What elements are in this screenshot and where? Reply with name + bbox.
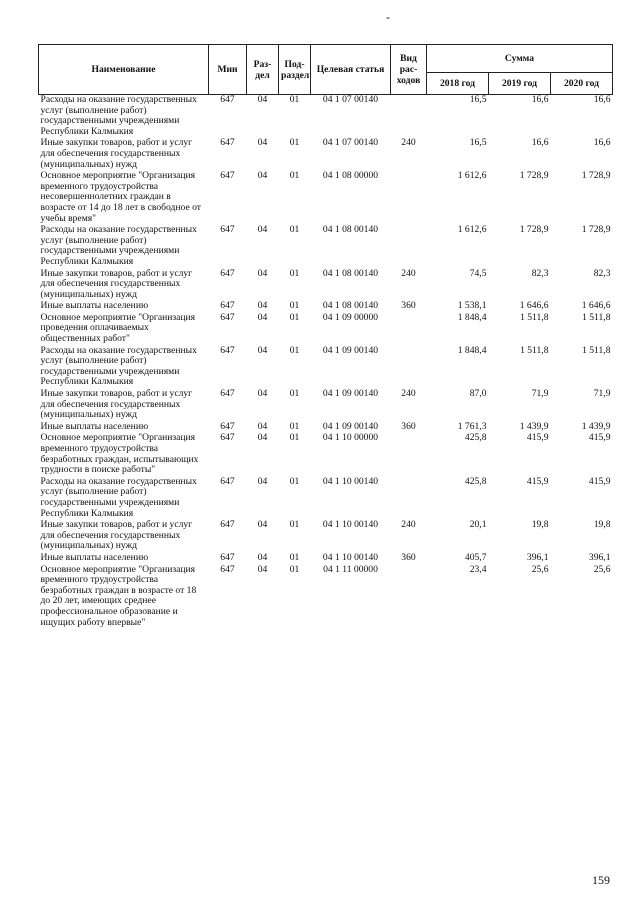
- row-target: 04 1 10 00140: [322, 551, 379, 563]
- row-podrazdel: 01: [289, 519, 300, 531]
- row-podrazdel: 01: [289, 563, 300, 575]
- header-min: Мин: [209, 45, 247, 95]
- row-razdel: 04: [257, 475, 268, 487]
- row-min: 647: [220, 137, 235, 149]
- row-sum-2019: 415,9: [526, 432, 549, 444]
- row-vid: [391, 346, 427, 389]
- row-podrazdel: 01: [289, 94, 300, 105]
- row-razdel: 04: [257, 519, 268, 531]
- row-name: Основное мероприятие "Организация временного трудоустройства безработных граждан в возрасте от 18 до 20 лет, имеющих среднее профессиональное образование и ищущих работу впервые": [40, 563, 197, 628]
- row-vid: 360: [401, 551, 416, 563]
- row-sum-2018: 23,4: [469, 563, 487, 575]
- row-sum-2018: 87,0: [469, 388, 487, 400]
- row-sum-2019: 19,8: [531, 519, 549, 531]
- row-sum-2019: 82,3: [531, 267, 549, 279]
- row-sum-2020: 25,6: [593, 563, 611, 575]
- row-razdel: 04: [257, 388, 268, 400]
- table-row: [39, 95, 613, 139]
- row-sum-2019: 16,6: [531, 94, 549, 105]
- header-name: Наименование: [39, 45, 209, 95]
- row-sum-2020: 396,1: [588, 551, 611, 563]
- row-razdel: 04: [257, 311, 268, 323]
- row-min: 647: [220, 420, 235, 432]
- row-target: 04 1 10 00140: [322, 519, 379, 531]
- row-min: 647: [220, 300, 235, 312]
- header-2018: 2018 год: [427, 73, 489, 95]
- row-target: 04 1 07 00140: [322, 137, 379, 149]
- row-sum-2018: 1 612,6: [457, 170, 487, 182]
- row-min: 647: [220, 432, 235, 444]
- table-row: [39, 520, 613, 553]
- table-row: [39, 565, 613, 630]
- row-target: 04 1 09 00140: [322, 344, 379, 356]
- row-vid: 240: [401, 519, 416, 531]
- row-target: 04 1 09 00140: [322, 388, 379, 400]
- row-min: 647: [220, 475, 235, 487]
- row-sum-2018: 16,5: [469, 94, 487, 105]
- row-sum-2019: 415,9: [526, 475, 549, 487]
- row-target: 04 1 09 00140: [322, 420, 379, 432]
- row-razdel: 04: [257, 170, 268, 182]
- row-vid: [391, 225, 427, 268]
- page-number: 159: [592, 873, 610, 887]
- row-target: 04 1 10 00000: [322, 432, 379, 444]
- table-header: [39, 45, 613, 95]
- row-min: 647: [220, 170, 235, 182]
- row-podrazdel: 01: [289, 267, 300, 279]
- row-target: 04 1 11 00000: [323, 563, 378, 575]
- row-vid: 240: [401, 267, 416, 279]
- row-podrazdel: 01: [289, 300, 300, 312]
- row-podrazdel: 01: [289, 551, 300, 563]
- row-target: 04 1 10 00140: [322, 475, 379, 487]
- row-sum-2020: 1 728,9: [581, 170, 611, 182]
- row-sum-2018: 16,5: [469, 137, 487, 149]
- row-sum-2018: 425,8: [464, 475, 487, 487]
- row-podrazdel: 01: [289, 311, 300, 323]
- row-vid: [391, 433, 427, 476]
- row-sum-2019: 1 646,6: [519, 300, 549, 312]
- row-razdel: 04: [257, 420, 268, 432]
- row-sum-2018: 1 761,3: [457, 420, 487, 432]
- row-min: 647: [220, 94, 235, 105]
- page-dash: -: [386, 10, 390, 24]
- row-vid: [391, 565, 427, 630]
- row-podrazdel: 01: [289, 224, 300, 236]
- table-row: [39, 269, 613, 302]
- row-name: Основное мероприятие "Организация временного трудоустройства несовершеннолетних граждан в возрасте от 14 до 18 лет в свободное от учебы время": [40, 170, 201, 224]
- row-min: 647: [220, 224, 235, 236]
- row-name: Иные выплаты населению: [40, 551, 149, 563]
- row-sum-2019: 396,1: [526, 551, 549, 563]
- row-razdel: 04: [257, 224, 268, 236]
- row-name: Иные выплаты населению: [40, 300, 149, 312]
- row-podrazdel: 01: [289, 420, 300, 432]
- row-target: 04 1 08 00140: [322, 267, 379, 279]
- row-razdel: 04: [257, 551, 268, 563]
- row-vid: 240: [401, 137, 416, 149]
- row-vid: 240: [401, 388, 416, 400]
- row-sum-2018: 425,8: [464, 432, 487, 444]
- row-sum-2019: 1 439,9: [519, 420, 549, 432]
- row-target: 04 1 07 00140: [322, 94, 379, 105]
- row-sum-2020: 1 646,6: [581, 300, 611, 312]
- row-sum-2018: 20,1: [469, 519, 487, 531]
- row-sum-2019: 25,6: [531, 563, 549, 575]
- row-sum-2019: 71,9: [531, 388, 549, 400]
- row-podrazdel: 01: [289, 137, 300, 149]
- row-min: 647: [220, 519, 235, 531]
- row-vid: 360: [401, 420, 416, 432]
- table-body: [39, 95, 613, 630]
- row-vid: [391, 313, 427, 346]
- row-min: 647: [220, 344, 235, 356]
- row-sum-2018: 1 848,4: [457, 344, 487, 356]
- row-name: Иные выплаты населению: [40, 420, 149, 432]
- header-2020: 2020 год: [551, 73, 613, 95]
- row-name: Расходы на оказание государственных услуг (выполнение работ) государственными учреждениями Республики Калмыкия: [40, 475, 197, 519]
- row-name: Иные закупки товаров, работ и услуг для обеспечения государственных (муниципальных) нужд: [40, 267, 193, 300]
- budget-table: [38, 44, 613, 629]
- row-podrazdel: 01: [289, 475, 300, 487]
- row-min: 647: [220, 563, 235, 575]
- row-target: 04 1 09 00000: [322, 311, 379, 323]
- row-name: Расходы на оказание государственных услуг (выполнение работ) государственными учреждениями Республики Калмыкия: [40, 224, 197, 267]
- row-sum-2020: 1 511,8: [582, 344, 611, 356]
- row-name: Иные закупки товаров, работ и услуг для обеспечения государственных (муниципальных) нужд: [40, 519, 193, 552]
- row-sum-2018: 405,7: [464, 551, 487, 563]
- row-sum-2020: 1 439,9: [581, 420, 611, 432]
- header-target: Целевая статья: [311, 45, 391, 95]
- row-razdel: 04: [257, 137, 268, 149]
- row-razdel: 04: [257, 432, 268, 444]
- row-razdel: 04: [257, 94, 268, 105]
- row-vid: 360: [401, 300, 416, 312]
- row-sum-2019: 1 511,8: [520, 311, 549, 323]
- row-podrazdel: 01: [289, 388, 300, 400]
- row-sum-2020: 71,9: [593, 388, 611, 400]
- table-row: [39, 225, 613, 268]
- header-podrazdel: Под-раздел: [279, 45, 311, 95]
- row-vid: [391, 95, 427, 139]
- row-sum-2020: 16,6: [593, 94, 611, 105]
- row-vid: [391, 171, 427, 225]
- row-sum-2020: 415,9: [588, 432, 611, 444]
- row-name: Основное мероприятие "Организация проведения оплачиваемых общественных работ": [40, 311, 196, 345]
- row-target: 04 1 08 00140: [322, 224, 379, 236]
- table-row: [39, 346, 613, 389]
- table-row: [39, 171, 613, 225]
- row-sum-2018: 1 848,4: [457, 311, 487, 323]
- table-row: [39, 433, 613, 476]
- row-name: Основное мероприятие "Организация временного трудоустройства безработных граждан, испытывающих трудности в поиске работы": [40, 432, 199, 476]
- row-sum-2020: 16,6: [593, 137, 611, 149]
- table-row: [39, 138, 613, 171]
- row-sum-2020: 1 728,9: [581, 224, 611, 236]
- row-min: 647: [220, 551, 235, 563]
- row-name: Иные закупки товаров, работ и услуг для обеспечения государственных (муниципальных) нужд: [40, 137, 193, 170]
- row-name: Иные закупки товаров, работ и услуг для обеспечения государственных (муниципальных) нужд: [40, 388, 193, 421]
- row-name: Расходы на оказание государственных услуг (выполнение работ) государственными учреждениями Республики Калмыкия: [40, 94, 197, 137]
- table-row: [39, 477, 613, 520]
- table-row: [39, 553, 613, 565]
- row-min: 647: [220, 267, 235, 279]
- row-sum-2020: 1 511,8: [582, 311, 611, 323]
- row-sum-2018: 74,5: [469, 267, 487, 279]
- header-razdel: Раз-дел: [247, 45, 279, 95]
- row-podrazdel: 01: [289, 432, 300, 444]
- row-min: 647: [220, 388, 235, 400]
- row-name: Расходы на оказание государственных услуг (выполнение работ) государственными учреждениями Республики Калмыкия: [40, 344, 197, 388]
- row-sum-2019: 1 728,9: [519, 224, 549, 236]
- row-razdel: 04: [257, 300, 268, 312]
- row-sum-2020: 19,8: [593, 519, 611, 531]
- header-vid: Вид рас-ходов: [391, 45, 427, 95]
- row-sum-2018: 1 612,6: [457, 224, 487, 236]
- row-razdel: 04: [257, 267, 268, 279]
- row-sum-2018: 1 538,1: [457, 300, 487, 312]
- table-row: [39, 313, 613, 346]
- row-sum-2020: 415,9: [588, 475, 611, 487]
- header-2019: 2019 год: [489, 73, 551, 95]
- row-sum-2019: 16,6: [531, 137, 549, 149]
- row-razdel: 04: [257, 344, 268, 356]
- table-row: [39, 389, 613, 422]
- row-sum-2019: 1 728,9: [519, 170, 549, 182]
- row-podrazdel: 01: [289, 170, 300, 182]
- row-sum-2020: 82,3: [593, 267, 611, 279]
- row-vid: [391, 477, 427, 520]
- row-podrazdel: 01: [289, 344, 300, 356]
- row-target: 04 1 08 00140: [322, 300, 379, 312]
- row-min: 647: [220, 311, 235, 323]
- row-target: 04 1 08 00000: [322, 170, 379, 182]
- header-sum: Сумма: [427, 45, 613, 73]
- row-razdel: 04: [257, 563, 268, 575]
- row-sum-2019: 1 511,8: [520, 344, 549, 356]
